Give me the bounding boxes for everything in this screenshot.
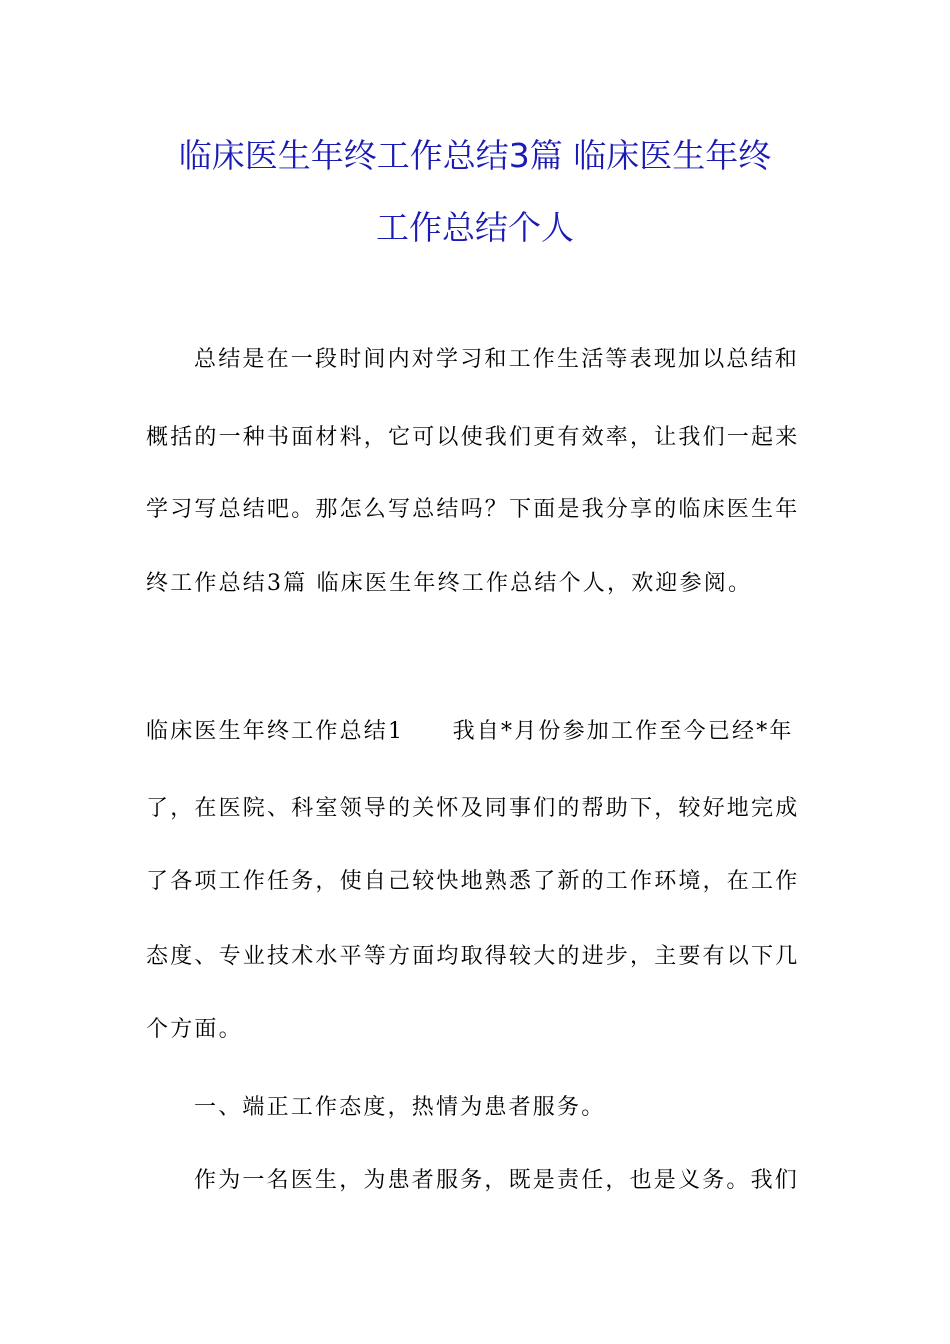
section-body-line: 态度、专业技术水平等方面均取得较大的进步，主要有以下几 <box>146 944 800 969</box>
intro-paragraph-line: 终工作总结3篇 临床医生年终工作总结个人，欢迎参阅。 <box>146 571 753 596</box>
section-body-line: 了，在医院、科室领导的关怀及同事们的帮助下，较好地完成 <box>146 796 800 821</box>
intro-paragraph-line: 概括的一种书面材料，它可以使我们更有效率，让我们一起来 <box>146 425 800 450</box>
document-title-line-2: 工作总结个人 <box>376 208 574 247</box>
section-body-line: 个方面。 <box>146 1017 243 1042</box>
point-body-line: 作为一名医生，为患者服务，既是责任，也是义务。我们 <box>194 1168 800 1193</box>
document-title-line-1: 临床医生年终工作总结3篇 临床医生年终 <box>178 136 772 175</box>
section-body-line: 了各项工作任务，使自己较快地熟悉了新的工作环境，在工作 <box>146 869 800 894</box>
section-heading-line: 临床医生年终工作总结1 我自*月份参加工作至今已经*年 <box>146 719 794 744</box>
intro-paragraph-line: 总结是在一段时间内对学习和工作生活等表现加以总结和 <box>194 347 800 372</box>
point-heading: 一、端正工作态度，热情为患者服务。 <box>194 1095 606 1120</box>
intro-paragraph-line: 学习写总结吧。那怎么写总结吗？下面是我分享的临床医生年 <box>146 497 800 522</box>
